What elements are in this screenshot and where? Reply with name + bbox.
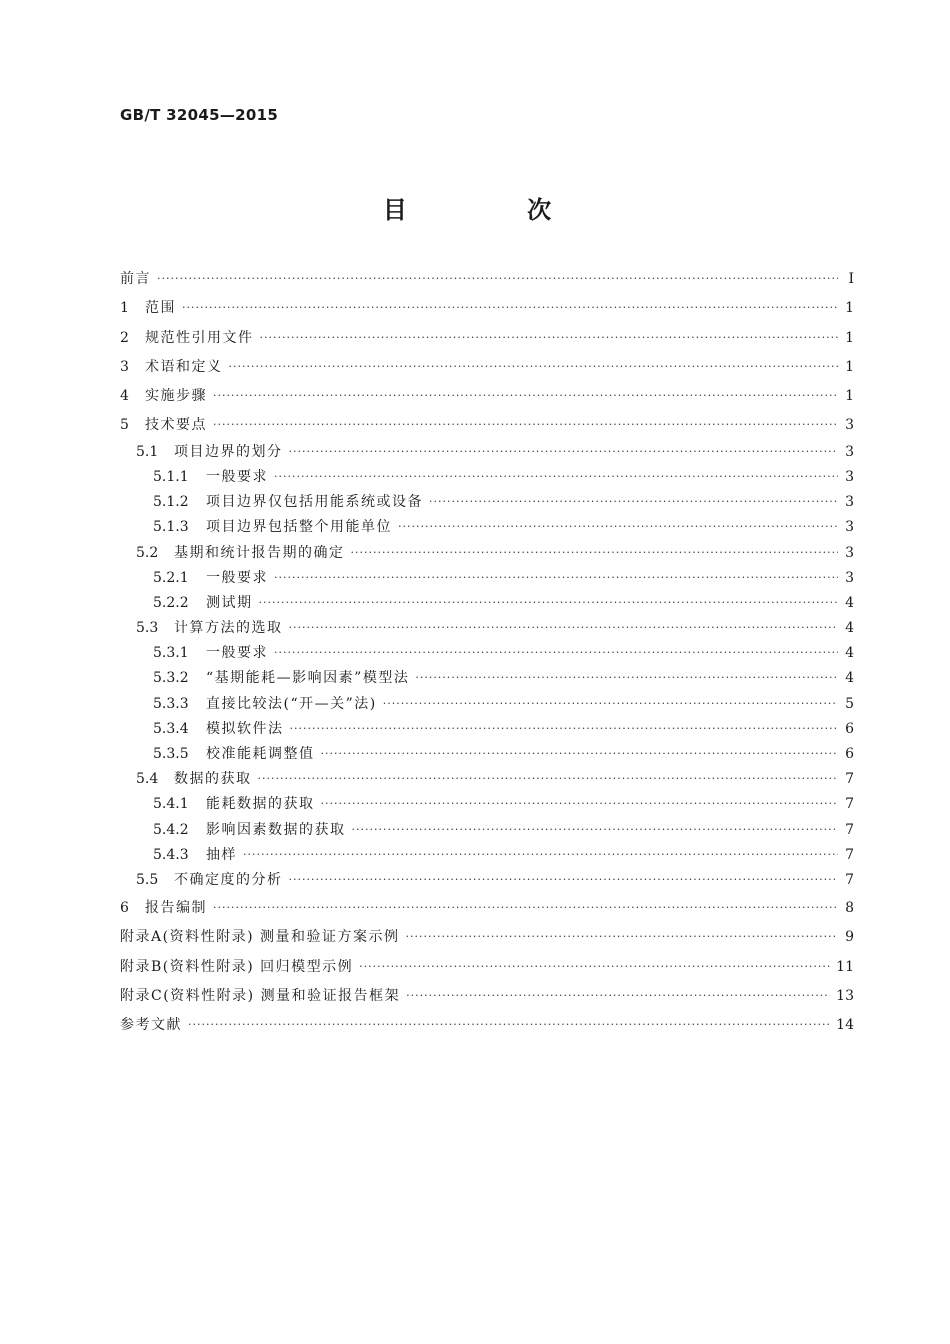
toc-entry-page: 13 <box>836 988 854 1005</box>
toc-entry-label: 技术要点 <box>145 417 207 434</box>
toc-entry-page: 6 <box>845 746 854 763</box>
table-of-contents <box>120 266 854 1042</box>
toc-entry-page: 3 <box>845 494 854 511</box>
page-title: 目 次 <box>382 196 608 224</box>
toc-entry-number: 5.1.3 <box>153 519 189 536</box>
toc-entry-number: 6 <box>120 900 129 917</box>
toc-entry[interactable] <box>120 467 854 492</box>
toc-entry-label: 前言 <box>120 271 151 287</box>
toc-entry[interactable] <box>120 325 854 354</box>
toc-entry[interactable] <box>120 694 854 719</box>
toc-entry-page: 4 <box>845 620 854 637</box>
toc-entry-page: Ⅰ <box>848 271 854 287</box>
toc-entry-number: 5.3.5 <box>153 746 189 763</box>
toc-entry-label: 附录C(资料性附录) 测量和验证报告框架 <box>120 988 401 1005</box>
toc-entry-label: 直接比较法(“开—关”法) <box>206 695 377 712</box>
toc-entry[interactable] <box>120 719 854 744</box>
toc-entry-number: 5.4.1 <box>153 796 189 813</box>
toc-entry-page: 4 <box>845 645 854 662</box>
toc-entry-page: 1 <box>845 329 854 346</box>
toc-leader-dots <box>429 492 838 512</box>
toc-entry-number: 5.1 <box>136 443 159 460</box>
toc-leader-dots <box>406 986 830 1006</box>
toc-leader-dots <box>289 618 839 638</box>
toc-entry-number: 5.3 <box>136 620 159 637</box>
toc-entry-page: 7 <box>845 771 854 788</box>
toc-entry-label: 附录A(资料性附录) 测量和验证方案示例 <box>120 929 400 946</box>
toc-entry-page: 3 <box>845 544 854 561</box>
toc-leader-dots <box>188 1015 830 1035</box>
toc-entry[interactable] <box>120 744 854 769</box>
toc-entry-page: 1 <box>845 358 854 375</box>
toc-leader-dots <box>398 517 838 537</box>
toc-entry-label: 规范性引用文件 <box>145 329 254 346</box>
toc-entry[interactable] <box>120 383 854 412</box>
toc-entry[interactable] <box>120 1012 854 1041</box>
toc-entry-page: 6 <box>845 720 854 737</box>
toc-entry-page: 7 <box>845 871 854 888</box>
toc-entry-page: 3 <box>845 468 854 485</box>
toc-entry[interactable] <box>120 492 854 517</box>
toc-entry-page: 1 <box>845 300 854 317</box>
toc-entry[interactable] <box>120 568 854 593</box>
toc-entry[interactable] <box>120 266 854 295</box>
toc-entry[interactable] <box>120 668 854 693</box>
toc-entry-label: 术语和定义 <box>145 358 223 375</box>
toc-entry-page: 11 <box>836 958 854 975</box>
toc-entry[interactable] <box>120 593 854 618</box>
toc-leader-dots <box>274 643 838 663</box>
toc-entry-label: 附录B(资料性附录) 回归模型示例 <box>120 958 354 975</box>
toc-entry[interactable] <box>120 618 854 643</box>
toc-entry-page: 9 <box>845 929 854 946</box>
toc-entry-number: 2 <box>120 329 129 346</box>
toc-leader-dots <box>351 543 839 563</box>
toc-entry[interactable] <box>120 769 854 794</box>
toc-leader-dots <box>321 794 839 814</box>
toc-entry-label: 计算方法的选取 <box>174 620 283 637</box>
toc-entry-number: 3 <box>120 358 129 375</box>
toc-entry-page: 14 <box>836 1017 854 1034</box>
toc-entry-number: 5.4.3 <box>153 846 189 863</box>
toc-entry-label: 数据的获取 <box>174 771 252 788</box>
toc-entry-label: 范围 <box>145 300 176 317</box>
toc-leader-dots <box>415 668 838 688</box>
toc-leader-dots <box>182 298 838 318</box>
toc-entry[interactable] <box>120 295 854 324</box>
toc-entry-number: 5.2.2 <box>153 594 189 611</box>
toc-entry-number: 1 <box>120 300 129 317</box>
toc-entry-label: 基期和统计报告期的确定 <box>174 544 345 561</box>
toc-entry-label: 实施步骤 <box>145 388 207 405</box>
toc-entry-label: 能耗数据的获取 <box>206 796 315 813</box>
toc-entry-page: 4 <box>845 670 854 687</box>
toc-entry-label: 抽样 <box>206 846 237 863</box>
toc-entry-label: 报告编制 <box>145 900 207 917</box>
toc-entry-number: 5.3.1 <box>153 645 189 662</box>
toc-entry-label: “基期能耗—影响因素”模型法 <box>206 670 410 687</box>
toc-entry-page: 1 <box>845 388 854 405</box>
toc-entry[interactable] <box>120 643 854 668</box>
toc-leader-dots <box>213 898 838 918</box>
toc-entry[interactable] <box>120 517 854 542</box>
toc-leader-dots <box>260 328 839 348</box>
toc-entry-label: 项目边界的划分 <box>174 443 283 460</box>
toc-leader-dots <box>405 927 838 947</box>
toc-leader-dots <box>289 442 839 462</box>
toc-entry-number: 5.4 <box>136 771 159 788</box>
toc-entry-label: 项目边界包括整个用能单位 <box>206 519 392 536</box>
toc-leader-dots <box>289 870 839 890</box>
toc-leader-dots <box>274 568 838 588</box>
toc-leader-dots <box>290 719 839 739</box>
toc-entry[interactable] <box>120 794 854 819</box>
toc-leader-dots <box>359 957 830 977</box>
toc-entry-number: 5.2 <box>136 544 159 561</box>
toc-leader-dots <box>229 357 839 377</box>
toc-entry-number: 5.4.2 <box>153 821 189 838</box>
toc-leader-dots <box>274 467 838 487</box>
toc-entry[interactable] <box>120 412 854 441</box>
toc-entry[interactable] <box>120 870 854 895</box>
toc-entry-label: 项目边界仅包括用能系统或设备 <box>206 494 423 511</box>
toc-entry-label: 一般要求 <box>206 468 268 485</box>
toc-entry-page: 3 <box>845 417 854 434</box>
toc-entry[interactable] <box>120 983 854 1012</box>
toc-entry-page: 3 <box>845 569 854 586</box>
toc-entry[interactable] <box>120 354 854 383</box>
standard-code: GB/T 32045—2015 <box>120 106 279 124</box>
toc-entry[interactable] <box>120 820 854 845</box>
toc-entry[interactable] <box>120 954 854 983</box>
toc-leader-dots <box>383 694 838 714</box>
toc-entry-number: 5.1.1 <box>153 468 189 485</box>
toc-entry-label: 模拟软件法 <box>206 720 284 737</box>
toc-entry[interactable] <box>120 543 854 568</box>
toc-leader-dots <box>321 744 839 764</box>
toc-leader-dots <box>213 386 838 406</box>
toc-entry-label: 影响因素数据的获取 <box>206 821 346 838</box>
toc-entry-label: 校准能耗调整值 <box>206 746 315 763</box>
toc-entry-label: 一般要求 <box>206 645 268 662</box>
toc-entry[interactable] <box>120 924 854 953</box>
toc-entry-number: 5.5 <box>136 871 159 888</box>
toc-entry-page: 5 <box>845 695 854 712</box>
toc-entry-label: 参考文献 <box>120 1017 182 1034</box>
toc-entry-page: 7 <box>845 846 854 863</box>
toc-entry-number: 5 <box>120 417 129 434</box>
toc-entry-page: 7 <box>845 796 854 813</box>
toc-entry-number: 5.3.3 <box>153 695 189 712</box>
toc-leader-dots <box>352 820 839 840</box>
toc-leader-dots <box>259 593 839 613</box>
toc-entry-page: 8 <box>845 900 854 917</box>
toc-entry-label: 一般要求 <box>206 569 268 586</box>
toc-entry-number: 5.1.2 <box>153 494 189 511</box>
toc-entry[interactable] <box>120 442 854 467</box>
toc-leader-dots <box>157 269 838 289</box>
toc-entry-label: 不确定度的分析 <box>174 871 283 888</box>
toc-entry-number: 5.3.4 <box>153 720 189 737</box>
toc-entry-page: 7 <box>845 821 854 838</box>
toc-leader-dots <box>258 769 839 789</box>
toc-entry-page: 4 <box>845 594 854 611</box>
toc-leader-dots <box>213 415 838 435</box>
toc-entry-label: 测试期 <box>206 594 253 611</box>
toc-entry-number: 5.2.1 <box>153 569 189 586</box>
toc-entry-number: 4 <box>120 388 129 405</box>
toc-entry[interactable] <box>120 845 854 870</box>
toc-entry[interactable] <box>120 895 854 924</box>
toc-entry-page: 3 <box>845 519 854 536</box>
toc-leader-dots <box>243 845 838 865</box>
toc-entry-number: 5.3.2 <box>153 670 189 687</box>
toc-entry-page: 3 <box>845 443 854 460</box>
